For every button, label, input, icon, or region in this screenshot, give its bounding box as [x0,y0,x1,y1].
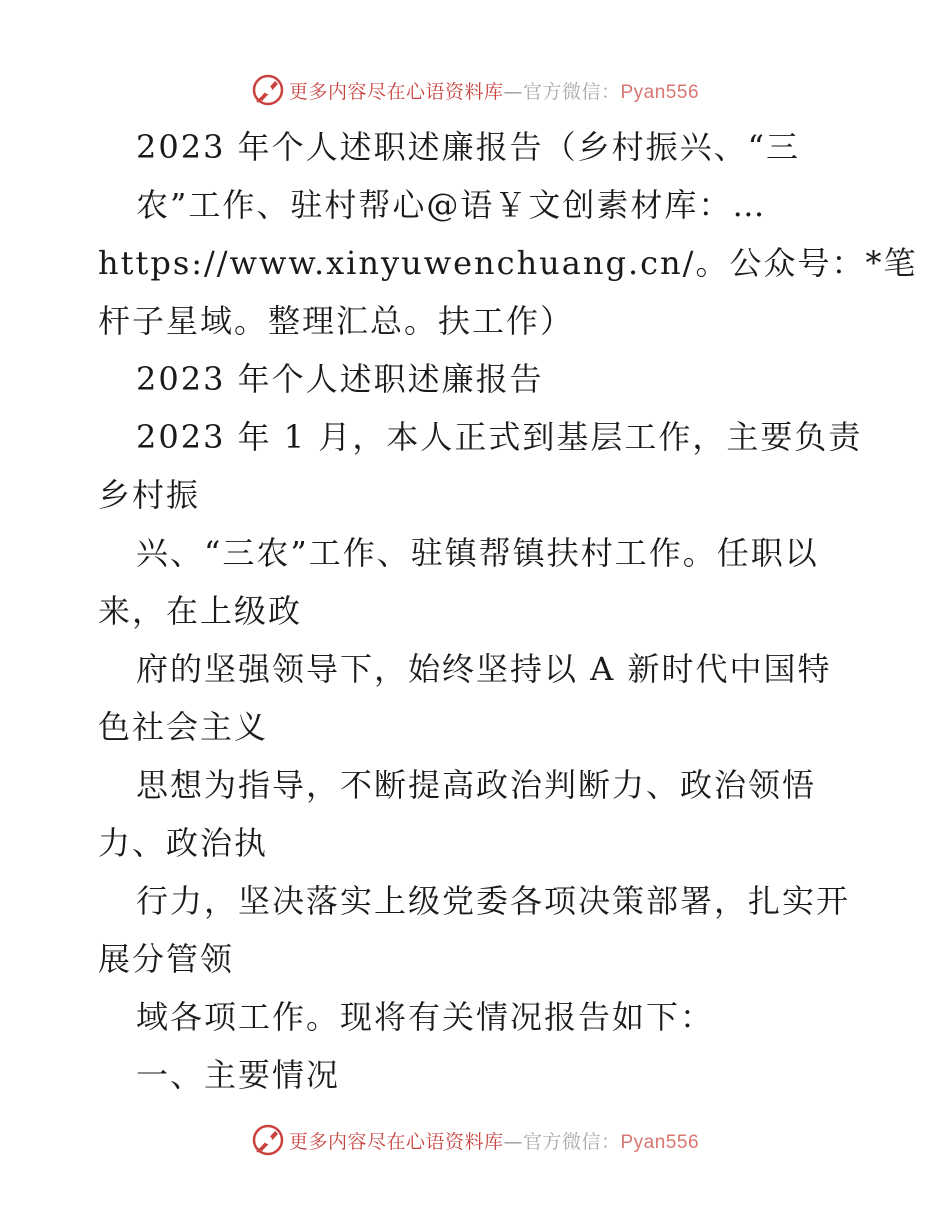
text-line: 2023 年 1 月，本人正式到基层工作，主要负责 [136,418,863,456]
text-line: 域各项工作。现将有关情况报告如下： [136,998,715,1036]
text-line: 农”工作、驻村帮心@语￥文创素材库：… [136,186,767,224]
text-line: 2023 年个人述职述廉报告（乡村振兴、“三 [136,128,800,166]
text-line: 杆子星域。整理汇总。扶工作） [98,302,575,340]
quill-logo-icon [251,73,285,107]
text-line: 2023 年个人述职述廉报告 [136,360,544,398]
watermark-text: 更多内容尽在心语资料库—官方微信：Pyan556 [288,1130,700,1153]
text-line: https://www.xinyuwenchuang.cn/。公众号：*笔 [98,244,918,282]
watermark-banner-top [0,70,950,110]
text-line: 思想为指导，不断提高政治判断力、政治领悟 [136,766,817,804]
watermark-banner-bottom [0,1120,950,1160]
text-line: 力、政治执 [98,824,269,862]
text-line: 乡村振 [98,476,201,514]
quill-logo-icon [251,1123,285,1157]
section-heading: 一、主要情况 [136,1056,341,1094]
text-line: 展分管领 [98,940,235,978]
text-line: 兴、“三农”工作、驻镇帮镇扶村工作。任职以 [136,534,819,572]
watermark-text: 更多内容尽在心语资料库—官方微信：Pyan556 [288,80,700,103]
text-line: 来，在上级政 [98,592,303,630]
text-line: 色社会主义 [98,708,269,746]
text-line: 行力，坚决落实上级党委各项决策部署，扎实开 [136,882,851,920]
text-line: 府的坚强领导下，始终坚持以 A 新时代中国特 [136,650,832,688]
